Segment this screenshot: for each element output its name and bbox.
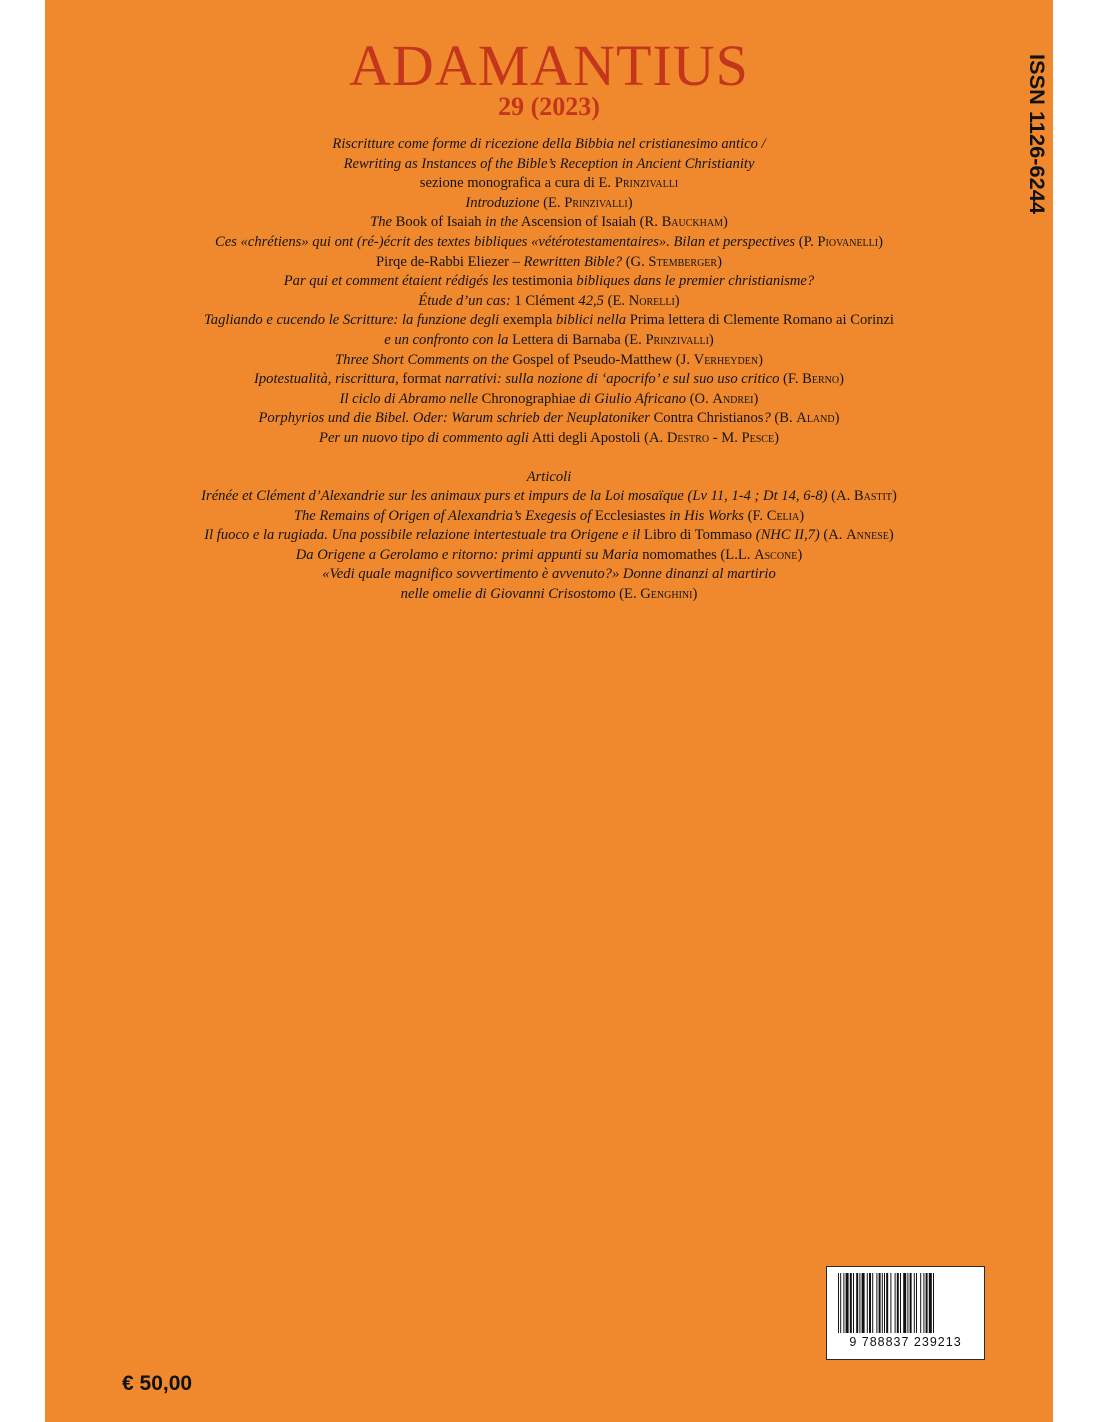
monographic-entry-line: [45, 429, 1053, 449]
article-entry-segment: (E.: [615, 586, 641, 603]
monographic-entry-segment: format: [398, 371, 445, 388]
monographic-entry-segment: ): [674, 292, 680, 309]
article-entry-segment: Bastit: [853, 488, 892, 505]
article-entry-segment: Ascone: [754, 546, 798, 563]
monographic-editor: sezione monografica a cura di E. Prinzivalli: [419, 175, 679, 192]
article-entry-segment: in His Works: [669, 507, 744, 524]
monographic-entry-segment: testimonia: [508, 273, 577, 290]
article-entry-segment: (NHC II,7): [755, 527, 820, 544]
article-entry-line: [45, 585, 1053, 605]
monographic-entry-segment: Berno: [802, 371, 840, 388]
monographic-entry-segment: ): [758, 351, 763, 368]
monographic-entry-segment: Bauckham: [661, 214, 723, 231]
price-label: € 50,00: [122, 1372, 193, 1395]
monographic-heading-en: Rewriting as Instances of the Bible’s Reception in Ancient Christianity: [343, 155, 755, 172]
article-entry-segment: The Remains of Origen of Alexandria’s Exegesis of: [293, 507, 592, 524]
monographic-entry-line: [45, 253, 1053, 273]
article-entry-segment: ): [799, 507, 805, 524]
monographic-entry-segment: Par qui et comment étaient rédigés les: [283, 273, 509, 290]
issn-text: ISSN 1126-6244: [1025, 54, 1048, 209]
monographic-entry-line: [45, 370, 1053, 390]
monographic-entry-segment: (B.: [770, 410, 797, 427]
article-entry-segment: ): [797, 546, 803, 563]
barcode-label: [826, 1266, 985, 1360]
monographic-entry-segment: ): [753, 390, 759, 407]
monographic-entry-segment: (E.: [603, 292, 629, 309]
monographic-entry-segment: Ascension of Isaiah (R.: [518, 214, 662, 231]
article-entry-segment: ): [888, 527, 894, 544]
article-entry-segment: Celia: [766, 507, 800, 524]
monographic-entry-segment: Gospel of Pseudo-Matthew (J.: [508, 351, 694, 368]
article-entry-segment: «Vedi quale magnifico sovvertimento è avvenuto?» Donne dinanzi al martirio: [322, 566, 776, 583]
monographic-entry-segment: Per un nuovo tipo di commento agli: [319, 429, 529, 446]
monographic-entry-segment: Pesce: [741, 429, 775, 446]
monographic-entry-segment: - M.: [709, 429, 742, 446]
article-entry-segment: Genghini: [640, 586, 693, 603]
monographic-entry-segment: Book of Isaiah: [392, 214, 486, 231]
monographic-entry-segment: 42,5: [578, 292, 604, 309]
monographic-entry-line: [45, 233, 1053, 253]
monographic-entry-segment: Ipotestualità, riscrittura,: [254, 371, 399, 388]
monographic-entry-segment: (P.: [795, 233, 818, 250]
monographic-entry-segment: Introduzione: [465, 194, 540, 211]
monographic-entry-segment: Stemberger: [648, 253, 718, 270]
article-entry-segment: Da Origene a Gerolamo e ritorno: primi appunti su Maria: [295, 546, 639, 563]
monographic-entry-segment: ): [722, 214, 728, 231]
monographic-entry-segment: Atti degli Apostoli (A.: [529, 429, 667, 446]
barcode-icon: [836, 1273, 974, 1335]
article-entry-line: [45, 526, 1053, 546]
monographic-entry-segment: Chronographiae: [477, 390, 580, 407]
monographic-entry-segment: narrativi: sulla nozione di ‘apocrifo’ e sul suo uso critico: [444, 371, 780, 388]
monographic-entry-segment: bibliques dans le premier christianisme?: [576, 273, 815, 290]
monographic-entry-segment: (E.: [539, 194, 565, 211]
monographic-entry-segment: Verheyden: [693, 351, 759, 368]
monographic-entry-segment: The: [370, 214, 393, 231]
monographic-entry-segment: (G.: [622, 253, 649, 270]
monographic-entry-segment: 1 Clément: [510, 292, 579, 309]
articles-heading: Articoli: [526, 468, 572, 485]
monographic-entry-segment: Porphyrios und die Bibel. Oder: Warum schrieb der Neuplatoniker: [258, 410, 650, 427]
monographic-entry-line: [45, 390, 1053, 410]
issue-number: 29 (2023): [498, 92, 600, 121]
article-entries: [45, 487, 1053, 605]
monographic-entry-segment: Ces «chrétiens» qui ont (ré-)écrit des textes bibliques «vétérotestamentaires». Bilan et perspectives: [215, 233, 796, 250]
article-entry-segment: (A.: [819, 527, 847, 544]
article-entry-segment: Libro di Tommaso: [640, 527, 756, 544]
table-of-contents: [45, 135, 1053, 605]
monographic-entry-line: [45, 272, 1053, 292]
article-entry-line: [45, 487, 1053, 507]
article-entry-segment: Ecclesiastes: [591, 507, 670, 524]
monographic-entry-segment: di Giulio Africano: [579, 390, 687, 407]
monographic-entry-segment: Rewritten Bible?: [523, 253, 623, 270]
monographic-entry-segment: Destro: [666, 429, 710, 446]
monographic-entry-segment: Prinzivalli: [645, 331, 709, 348]
monographic-entry-line: [45, 409, 1053, 429]
isbn-number: 9 788837 239213: [849, 1335, 962, 1349]
monographic-entry-segment: exempla: [499, 312, 556, 329]
article-entry-segment: nelle omelie di Giovanni Crisostomo: [400, 586, 616, 603]
monographic-entry-segment: Aland: [796, 410, 835, 427]
article-entry-segment: nomomathes (L.L.: [638, 546, 755, 563]
article-entry-segment: ): [692, 586, 698, 603]
article-entry-segment: ): [891, 488, 897, 505]
monographic-entry-line: [45, 351, 1053, 371]
back-cover: [45, 0, 1053, 1422]
monographic-entry-segment: Il ciclo di Abramo nelle: [339, 390, 478, 407]
monographic-entry-segment: (O.: [686, 390, 713, 407]
monographic-entry-segment: ): [717, 253, 722, 270]
monographic-entry-segment: in the: [485, 214, 519, 231]
article-entry-segment: (A.: [827, 488, 854, 505]
monographic-entry-segment: Contra Christianos: [649, 410, 764, 427]
article-entry-segment: Il fuoco e la rugiada. Una possibile relazione intertestuale tra Origene e il: [204, 527, 641, 544]
article-entry-segment: Annese: [846, 527, 889, 544]
monographic-entries: [45, 194, 1053, 449]
monographic-entry-segment: Piovanelli: [817, 233, 879, 250]
monographic-entry-segment: Étude d’un cas:: [418, 292, 511, 309]
monographic-entry-line: [45, 292, 1053, 312]
monographic-entry-line: [45, 213, 1053, 233]
monographic-entry-segment: e un confronto con la: [384, 331, 509, 348]
monographic-entry-line: [45, 311, 1053, 331]
article-entry-segment: (F.: [743, 507, 767, 524]
monographic-entry-segment: ): [774, 429, 779, 446]
monographic-entry-segment: Pirqe de-Rabbi Eliezer –: [376, 253, 524, 270]
monographic-entry-segment: Lettera di Barnaba (E.: [508, 331, 646, 348]
monographic-entry-segment: Andrei: [712, 390, 754, 407]
monographic-entry-segment: ): [839, 371, 844, 388]
monographic-heading-it: Riscritture come forme di ricezione della Bibbia nel cristianesimo antico /: [332, 136, 766, 152]
monographic-entry-segment: ): [627, 194, 633, 211]
monographic-entry-segment: Prinzivalli: [564, 194, 628, 211]
monographic-entry-line: [45, 194, 1053, 214]
article-entry-line: [45, 546, 1053, 566]
monographic-entry-line: [45, 331, 1053, 351]
monographic-entry-segment: Tagliando e cucendo le Scritture: la funzione degli: [204, 312, 500, 329]
monographic-entry-segment: Three Short Comments on the: [335, 351, 509, 368]
journal-title: ADAMANTIUS: [349, 33, 749, 98]
monographic-entry-segment: ): [878, 233, 883, 250]
monographic-entry-segment: (F.: [779, 371, 803, 388]
monographic-entry-segment: ): [834, 410, 840, 427]
article-entry-line: [45, 565, 1053, 585]
article-entry-segment: Irénée et Clément d’Alexandrie sur les animaux purs et impurs de la Loi mosaïque (Lv 11, 1-4 ; Dt 14, 6-8): [201, 488, 828, 505]
monographic-entry-segment: Prima lettera di Clemente Romano ai Corinzi: [626, 312, 894, 329]
monographic-entry-segment: ?: [763, 410, 771, 427]
monographic-entry-segment: ): [708, 331, 714, 348]
monographic-entry-segment: biblici nella: [555, 312, 627, 329]
article-entry-line: [45, 507, 1053, 527]
monographic-entry-segment: Norelli: [628, 292, 675, 309]
